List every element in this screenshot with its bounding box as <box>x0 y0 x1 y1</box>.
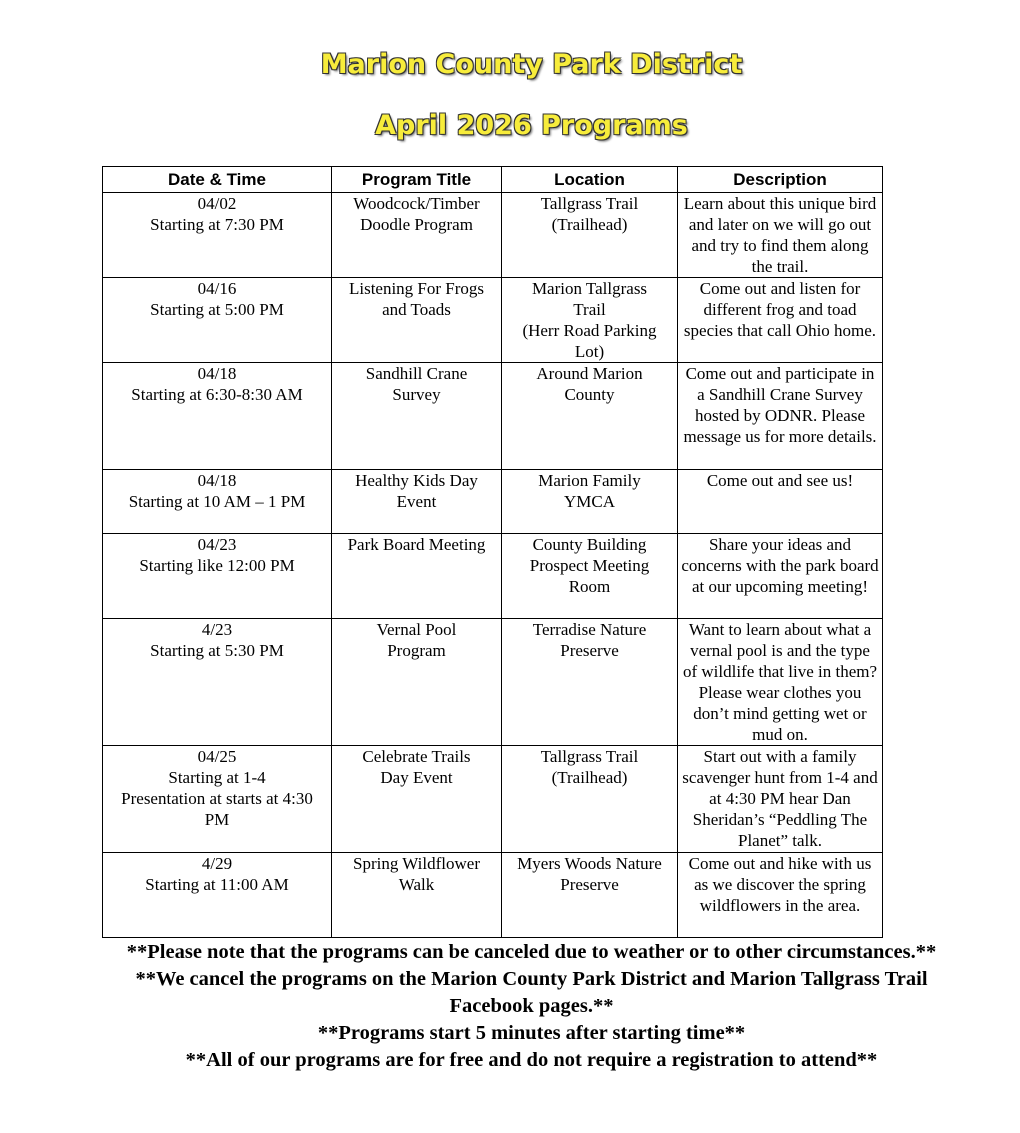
cell-description: Come out and see us! <box>678 470 883 534</box>
cell-date-line: Starting at 6:30-8:30 AM <box>131 385 303 404</box>
cell-location-line: (Trailhead) <box>551 768 628 787</box>
cell-location-line: Tallgrass Trail <box>540 194 639 213</box>
cell-program-title-line: Program <box>387 641 446 660</box>
cell-location <box>502 619 678 746</box>
cell-date-line: Starting at 10 AM – 1 PM <box>128 492 306 511</box>
cell-date <box>103 534 332 619</box>
cell-program-title-line: Walk <box>398 875 435 894</box>
cell-date <box>103 746 332 853</box>
cell-date-line: Starting at 11:00 AM <box>145 875 289 894</box>
cell-program-title-line: Vernal Pool <box>376 620 457 639</box>
programs-table <box>102 166 883 938</box>
cell-program-title <box>332 193 502 278</box>
cell-location-line: County Building <box>532 535 647 554</box>
cell-location <box>502 470 678 534</box>
cell-location-line: Around Marion <box>536 364 643 383</box>
cell-location-line: Lot) <box>574 342 605 361</box>
cell-location-line: Terradise Nature <box>532 620 647 639</box>
cell-program-title-line: Day Event <box>380 768 453 787</box>
cell-date <box>103 619 332 746</box>
cell-location-line: YMCA <box>563 492 615 511</box>
cell-location-line: (Herr Road Parking <box>522 321 657 340</box>
cell-program-title-line: Woodcock/Timber <box>353 194 480 213</box>
cell-date-line: 4/29 <box>201 854 233 873</box>
cell-location-line: Trail <box>573 300 606 319</box>
column-header-title: Program Title <box>332 167 502 193</box>
table-row <box>103 746 883 853</box>
cell-description: Come out and participate in a Sandhill Crane Survey hosted by ODNR. Please message us for more details. <box>678 363 883 470</box>
cell-location-line: Tallgrass Trail <box>540 747 639 766</box>
cell-program-title-line: Spring Wildflower <box>353 854 480 873</box>
cell-location <box>502 278 678 363</box>
cell-location-line: (Trailhead) <box>551 215 628 234</box>
cell-date-line: 04/18 <box>197 471 237 490</box>
note-free: **All of our programs are for free and do not require a registration to attend** <box>185 1049 878 1071</box>
cell-location <box>502 193 678 278</box>
cell-location <box>502 534 678 619</box>
column-header-description: Description <box>678 167 883 193</box>
table-header-row <box>103 167 883 193</box>
cell-description: Come out and hike with us as we discover the spring wildflowers in the area. <box>678 853 883 938</box>
cell-location <box>502 746 678 853</box>
table-row <box>103 619 883 746</box>
page-subtitle: April 2026 Programs <box>375 110 688 141</box>
cell-program-title-line: Doodle Program <box>360 215 473 234</box>
table-row <box>103 470 883 534</box>
cell-description: Share your ideas and concerns with the park board at our upcoming meeting! <box>678 534 883 619</box>
cell-location-line: Marion Family <box>538 471 641 490</box>
cell-program-title <box>332 470 502 534</box>
cell-location-line: Prospect Meeting <box>529 556 650 575</box>
cell-program-title-line: Healthy Kids Day <box>355 471 478 490</box>
cell-location-line: Marion Tallgrass <box>531 279 648 298</box>
column-header-location: Location <box>502 167 678 193</box>
table-row <box>103 193 883 278</box>
cell-location-line: Preserve <box>560 875 619 894</box>
cell-program-title-line: Park Board Meeting <box>347 535 486 554</box>
cell-program-title <box>332 746 502 853</box>
cell-program-title <box>332 853 502 938</box>
cell-location-line: County <box>564 385 615 404</box>
cell-date-line: Starting at 5:00 PM <box>150 300 284 319</box>
cell-location <box>502 853 678 938</box>
cell-location-line: Room <box>568 577 611 596</box>
cell-date <box>103 363 332 470</box>
cell-date-line: Presentation at starts at 4:30 <box>121 789 313 808</box>
cell-date-line: 4/23 <box>201 620 233 639</box>
cell-date <box>103 278 332 363</box>
cell-program-title-line: Survey <box>392 385 441 404</box>
cell-program-title-line: Event <box>396 492 437 511</box>
cell-date-line: PM <box>204 810 230 829</box>
table-row <box>103 534 883 619</box>
cell-date-line: Starting at 5:30 PM <box>150 641 284 660</box>
cell-program-title <box>332 619 502 746</box>
cell-program-title-line: Listening For Frogs <box>348 279 485 298</box>
cell-date-line: 04/25 <box>197 747 237 766</box>
table-row <box>103 363 883 470</box>
cell-program-title-line: Sandhill Crane <box>365 364 468 383</box>
note-start-time: **Programs start 5 minutes after starting time** <box>317 1022 746 1044</box>
page-title: Marion County Park District <box>320 49 743 80</box>
cell-date-line: 04/18 <box>197 364 237 383</box>
column-header-date: Date & Time <box>103 167 332 193</box>
cell-date <box>103 470 332 534</box>
cell-program-title-line: and Toads <box>382 300 451 319</box>
notes-section <box>95 939 968 1074</box>
cell-date-line: Starting at 1-4 <box>168 768 266 787</box>
cell-program-title-line: Celebrate Trails <box>362 747 471 766</box>
cell-date <box>103 853 332 938</box>
cell-date-line: Starting like 12:00 PM <box>139 556 295 575</box>
cell-description: Come out and listen for different frog and toad species that call Ohio home. <box>678 278 883 363</box>
cell-description: Want to learn about what a vernal pool is and the type of wildlife that live in them? Please wear clothes you don’t mind getting wet or mud on. <box>678 619 883 746</box>
cell-date <box>103 193 332 278</box>
cell-program-title <box>332 534 502 619</box>
cell-program-title <box>332 278 502 363</box>
cell-location-line: Preserve <box>560 641 619 660</box>
cell-program-title <box>332 363 502 470</box>
table-row <box>103 853 883 938</box>
cell-date-line: 04/16 <box>197 279 237 298</box>
cell-date-line: 04/23 <box>197 535 237 554</box>
cell-location <box>502 363 678 470</box>
note-facebook: **We cancel the programs on the Marion County Park District and Marion Tallgrass Trail Facebook pages.** <box>135 968 928 1017</box>
cell-location-line: Myers Woods Nature <box>517 854 662 873</box>
cell-date-line: Starting at 7:30 PM <box>150 215 284 234</box>
cell-description: Start out with a family scavenger hunt from 1-4 and at 4:30 PM hear Dan Sheridan’s “Peddling The Planet” talk. <box>678 746 883 853</box>
note-weather: **Please note that the programs can be canceled due to weather or to other circumstances.** <box>126 941 937 963</box>
cell-description: Learn about this unique bird and later on we will go out and try to find them along the trail. <box>678 193 883 278</box>
cell-date-line: 04/02 <box>197 194 237 213</box>
table-row <box>103 278 883 363</box>
